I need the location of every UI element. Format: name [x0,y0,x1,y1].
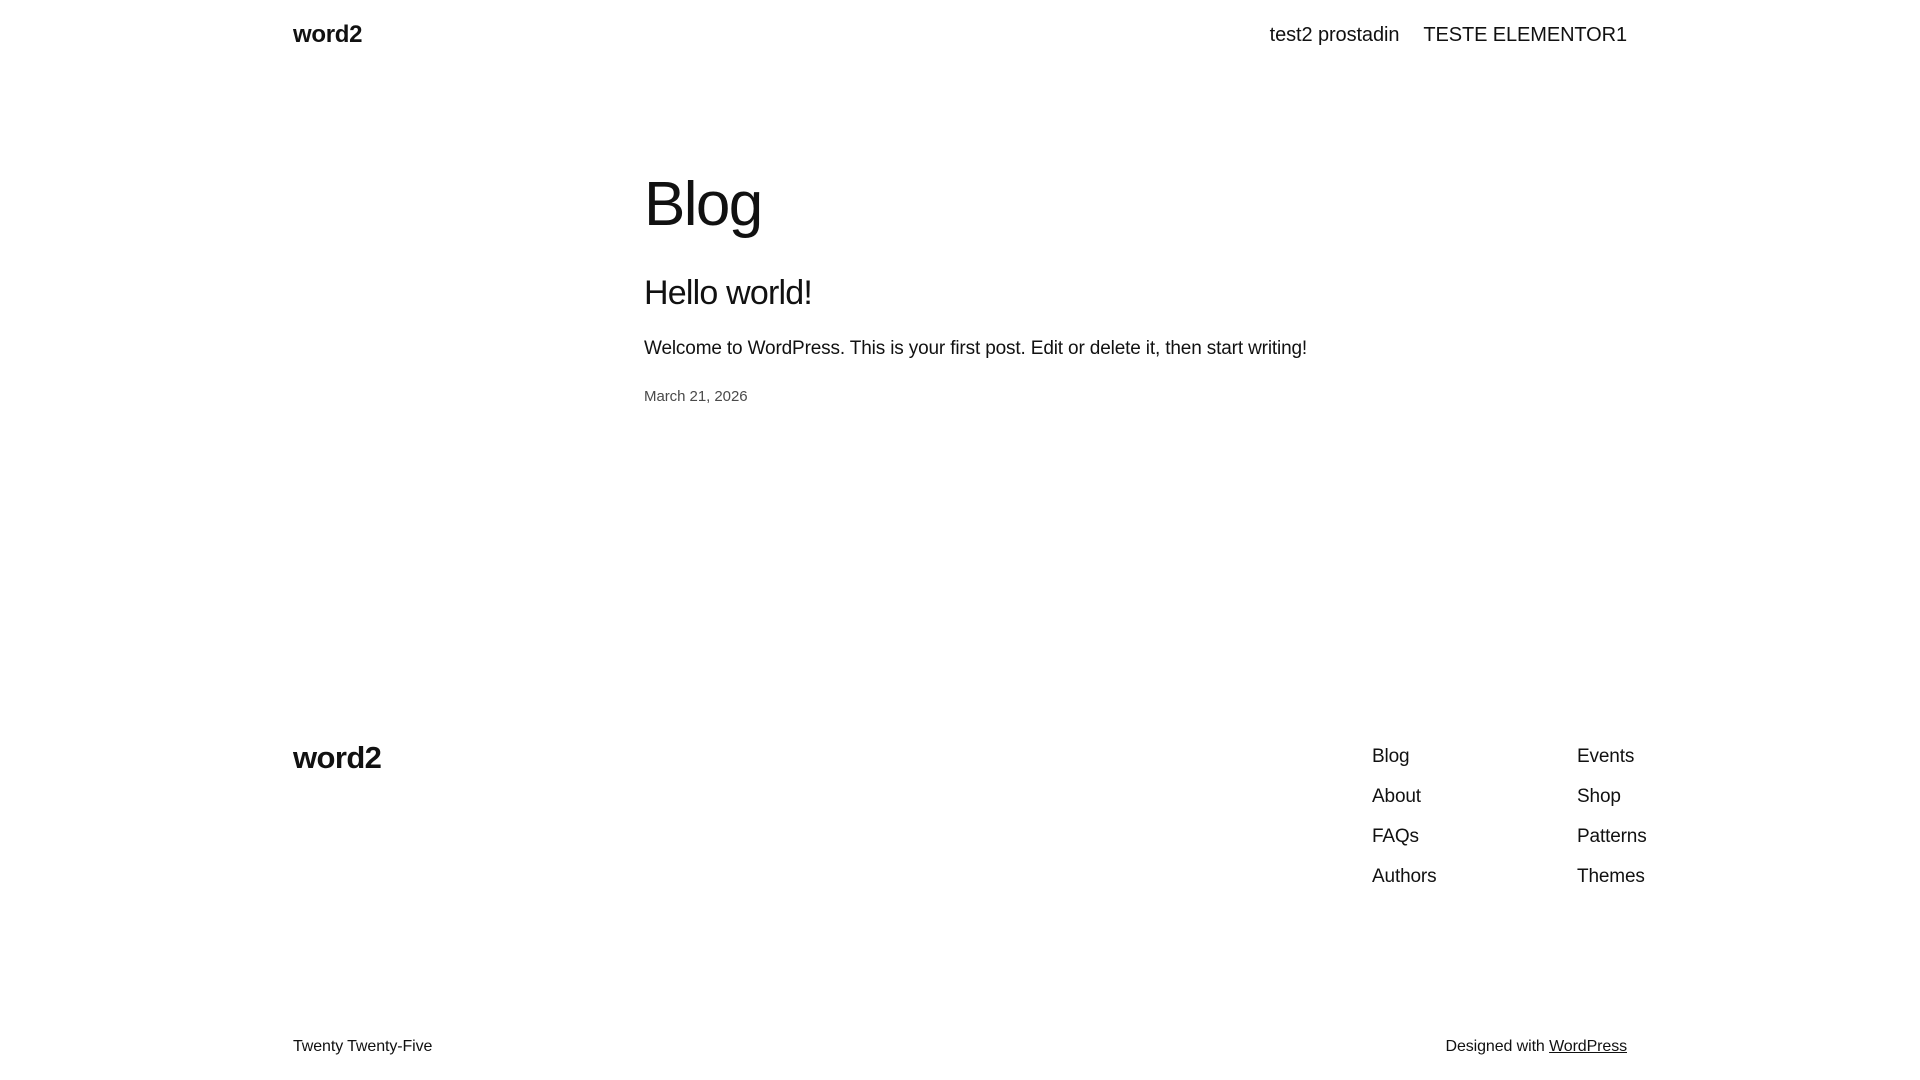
footer-column-one [1372,747,1577,886]
main-navigation [1270,24,1627,47]
footer-link-themes[interactable]: Themes [1577,866,1645,887]
nav-link-teste-elementor1[interactable]: TESTE ELEMENTOR1 [1423,23,1627,46]
footer-link-faqs[interactable]: FAQs [1372,826,1419,847]
page-title: Blog [644,169,762,239]
list-item [644,274,1544,405]
footer-link-authors[interactable]: Authors [1372,866,1437,887]
site-header [0,0,1920,70]
footer-credit-link[interactable]: WordPress [1549,1038,1627,1055]
footer-link-about[interactable]: About [1372,786,1421,807]
footer-column-two [1577,747,1782,886]
site-footer [0,718,1920,1080]
post-date: March 21, 2026 [644,387,748,405]
post-excerpt: Welcome to WordPress. This is your first post. Edit or delete it, then start writing! [644,338,1308,360]
nav-link-test2-prostadin[interactable]: test2 prostadin [1269,23,1400,46]
footer-site-title[interactable]: word2 [293,740,382,775]
footer-link-shop[interactable]: Shop [1577,786,1621,807]
post-list [644,274,1544,405]
footer-credit-prefix: Designed with [1445,1038,1550,1055]
site-title[interactable]: word2 [293,21,363,48]
post-title-link[interactable]: Hello world! [644,274,813,312]
footer-navigation [1372,747,1782,886]
footer-credit [1446,1038,1627,1056]
footer-link-patterns[interactable]: Patterns [1577,826,1647,847]
footer-link-events[interactable]: Events [1577,746,1635,767]
footer-link-blog[interactable]: Blog [1372,746,1410,767]
footer-theme-name: Twenty Twenty-Five [293,1038,433,1055]
footer-bottom-bar [0,1038,1920,1056]
